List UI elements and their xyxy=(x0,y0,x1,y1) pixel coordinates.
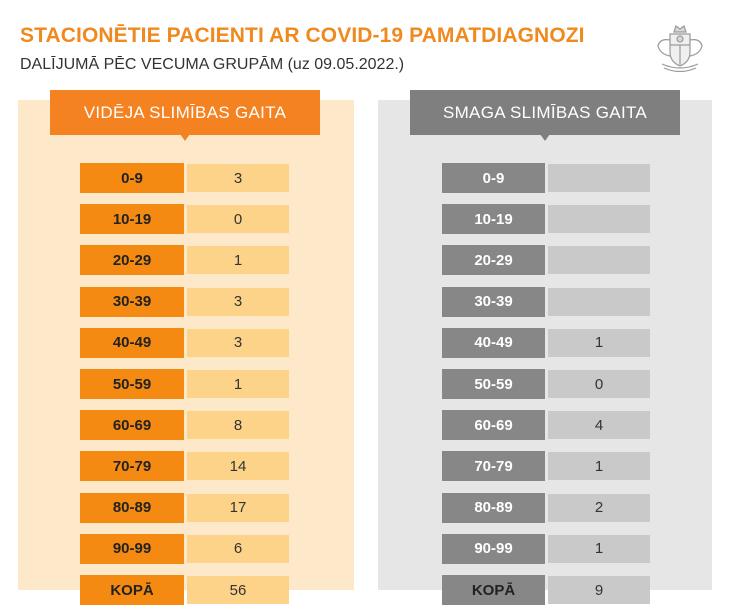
chart-subtitle: DALĪJUMĀ PĒC VECUMA GRUPĀM (uz 09.05.2022.) xyxy=(20,56,405,73)
moderate-value-cell: 3 xyxy=(187,329,289,357)
moderate-value-cell: 14 xyxy=(187,452,289,480)
moderate-panel xyxy=(18,100,354,590)
severe-category-label: 40-49 xyxy=(442,328,545,358)
moderate-category-label: 10-19 xyxy=(80,204,184,234)
severe-category-label: 50-59 xyxy=(442,369,545,399)
severe-value-cell xyxy=(548,288,650,316)
moderate-header-caret xyxy=(180,134,190,141)
latvia-coat-of-arms-icon xyxy=(652,18,708,76)
severe-category-label: 20-29 xyxy=(442,245,545,275)
moderate-category-label: 30-39 xyxy=(80,287,184,317)
moderate-total-value: 56 xyxy=(187,576,289,604)
severe-total-label: KOPĀ xyxy=(442,575,545,605)
severe-value-cell xyxy=(548,205,650,233)
severe-value-cell: 1 xyxy=(548,452,650,480)
severe-category-label: 90-99 xyxy=(442,534,545,564)
severe-category-label: 0-9 xyxy=(442,163,545,193)
moderate-category-label: 40-49 xyxy=(80,328,184,358)
severe-value-cell: 1 xyxy=(548,329,650,357)
severe-category-label: 60-69 xyxy=(442,410,545,440)
moderate-value-cell: 1 xyxy=(187,370,289,398)
moderate-total-label: KOPĀ xyxy=(80,575,184,605)
moderate-series-header: VIDĒJA SLIMĪBAS GAITA xyxy=(50,90,320,135)
severe-header-caret xyxy=(540,134,550,141)
moderate-value-cell: 1 xyxy=(187,246,289,274)
severe-category-label: 10-19 xyxy=(442,204,545,234)
moderate-value-cell: 6 xyxy=(187,535,289,563)
severe-value-cell xyxy=(548,164,650,192)
severe-panel xyxy=(378,100,712,590)
severe-value-cell xyxy=(548,246,650,274)
severe-value-cell: 4 xyxy=(548,411,650,439)
severe-category-label: 30-39 xyxy=(442,287,545,317)
severe-category-label: 80-89 xyxy=(442,493,545,523)
moderate-category-label: 70-79 xyxy=(80,451,184,481)
severe-value-cell: 0 xyxy=(548,370,650,398)
moderate-value-cell: 8 xyxy=(187,411,289,439)
severe-series-header: SMAGA SLIMĪBAS GAITA xyxy=(410,90,680,135)
moderate-value-cell: 3 xyxy=(187,164,289,192)
moderate-category-label: 20-29 xyxy=(80,245,184,275)
moderate-category-label: 50-59 xyxy=(80,369,184,399)
moderate-value-cell: 17 xyxy=(187,494,289,522)
severe-value-cell: 1 xyxy=(548,535,650,563)
moderate-value-cell: 0 xyxy=(187,205,289,233)
moderate-value-cell: 3 xyxy=(187,288,289,316)
severe-category-label: 70-79 xyxy=(442,451,545,481)
severe-total-value: 9 xyxy=(548,576,650,604)
moderate-category-label: 90-99 xyxy=(80,534,184,564)
moderate-category-label: 0-9 xyxy=(80,163,184,193)
moderate-category-label: 60-69 xyxy=(80,410,184,440)
chart-title: STACIONĒTIE PACIENTI AR COVID-19 PAMATDIAGNOZI xyxy=(20,24,585,47)
severe-value-cell: 2 xyxy=(548,494,650,522)
moderate-category-label: 80-89 xyxy=(80,493,184,523)
